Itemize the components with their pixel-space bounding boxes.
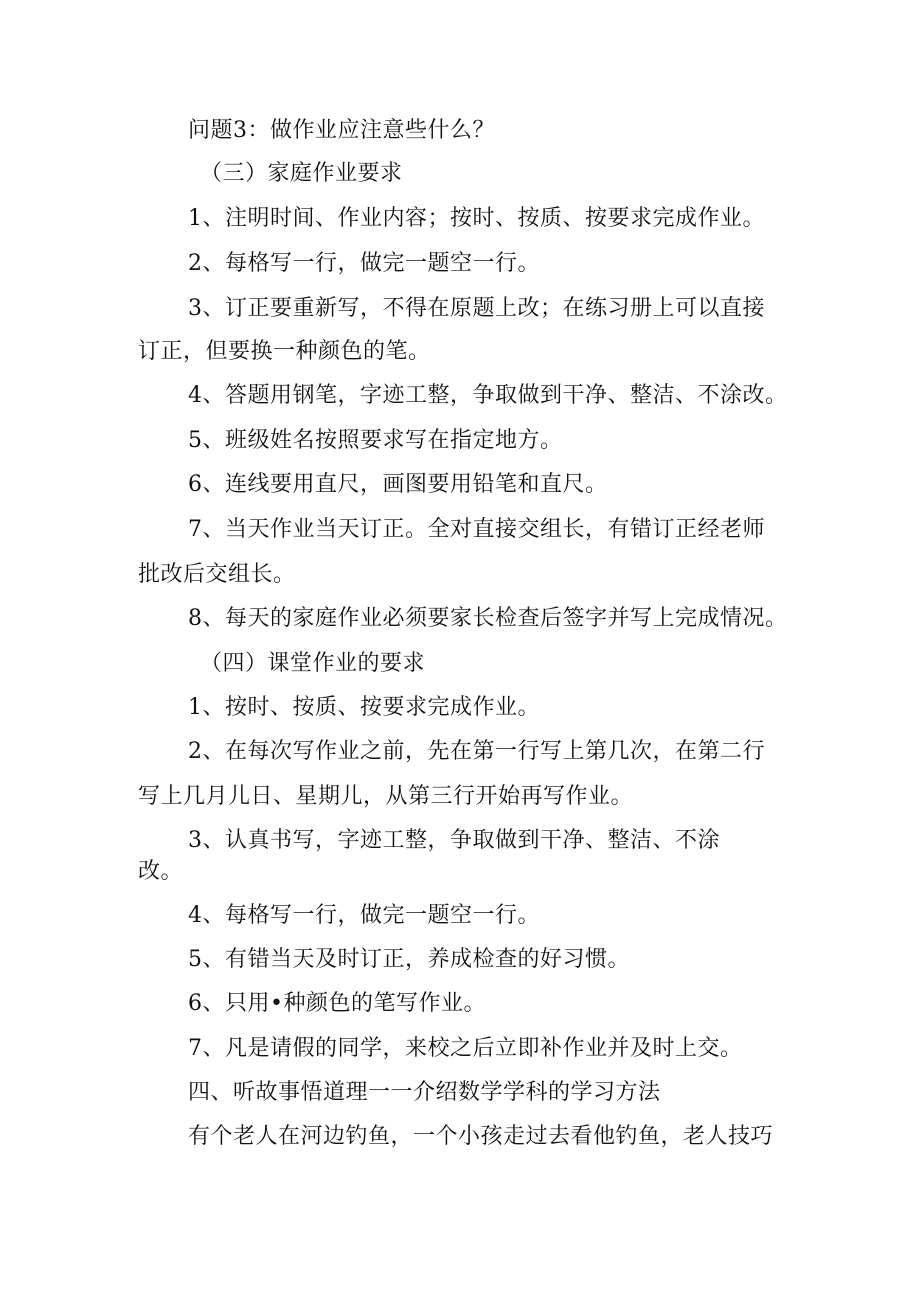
section-3-item-1: 1、注明时间、作业内容；按时、按质、按要求完成作业。	[188, 206, 765, 231]
section-3-item-2: 2、每格写一行，做完一题空一行。	[188, 251, 540, 276]
section-4-item-4: 4、每格写一行，做完一题空一行。	[188, 903, 540, 928]
section-3-title: （三）家庭作业要求	[200, 161, 403, 186]
section-4-item-5: 5、有错当天及时订正，养成检查的好习惯。	[188, 947, 630, 972]
section-4-item-6: 6、只用•种颜色的笔写作业。	[188, 991, 486, 1016]
section-4-item-7: 7、凡是请假的同学，来校之后立即补作业并及时上交。	[188, 1036, 743, 1061]
section-4-item-3-line-1: 3、认真书写，字迹工整，争取做到干净、整洁、不涂	[188, 828, 720, 853]
section-3-item-7-line-1: 7、当天作业当天订正。全对直接交组长，有错订正经老师	[188, 517, 765, 542]
section-4-item-1: 1、按时、按质、按要求完成作业。	[188, 695, 540, 720]
section-3-item-7-line-2: 批改后交组长。	[138, 562, 296, 587]
story-paragraph-line: 有个老人在河边钓鱼，一个小孩走过去看他钓鱼，老人技巧	[188, 1124, 774, 1149]
section-3-item-5: 5、班级姓名按照要求写在指定地方。	[188, 428, 563, 453]
section-3-item-3-line-2: 订正，但要换一种颜色的笔。	[138, 339, 431, 364]
section-3-item-6: 6、连线要用直尺，画图要用铅笔和直尺。	[188, 472, 608, 497]
section-4-item-2-line-2: 写上几月儿日、星期儿，从第三行开始再写作业。	[138, 784, 634, 809]
section-4-item-2-line-1: 2、在每次写作业之前，先在第一行写上第几次，在第二行	[188, 739, 765, 764]
section-3-item-3-line-1: 3、订正要重新写，不得在原题上改；在练习册上可以直接	[188, 296, 765, 321]
section-3-item-8: 8、每天的家庭作业必须要家长检查后签字并写上完成情况。	[188, 606, 788, 631]
section-four-main-title: 四、听故事悟道理一一介绍数学学科的学习方法	[188, 1080, 661, 1105]
section-3-item-4: 4、答题用钢笔，字迹工整，争取做到干净、整洁、不涂改。	[188, 383, 788, 408]
section-4-item-3-line-2: 改。	[138, 859, 184, 884]
section-4-title: （四）课堂作业的要求	[200, 651, 426, 676]
question-3-heading: 问题3：做作业应注意些什么？	[188, 118, 495, 143]
